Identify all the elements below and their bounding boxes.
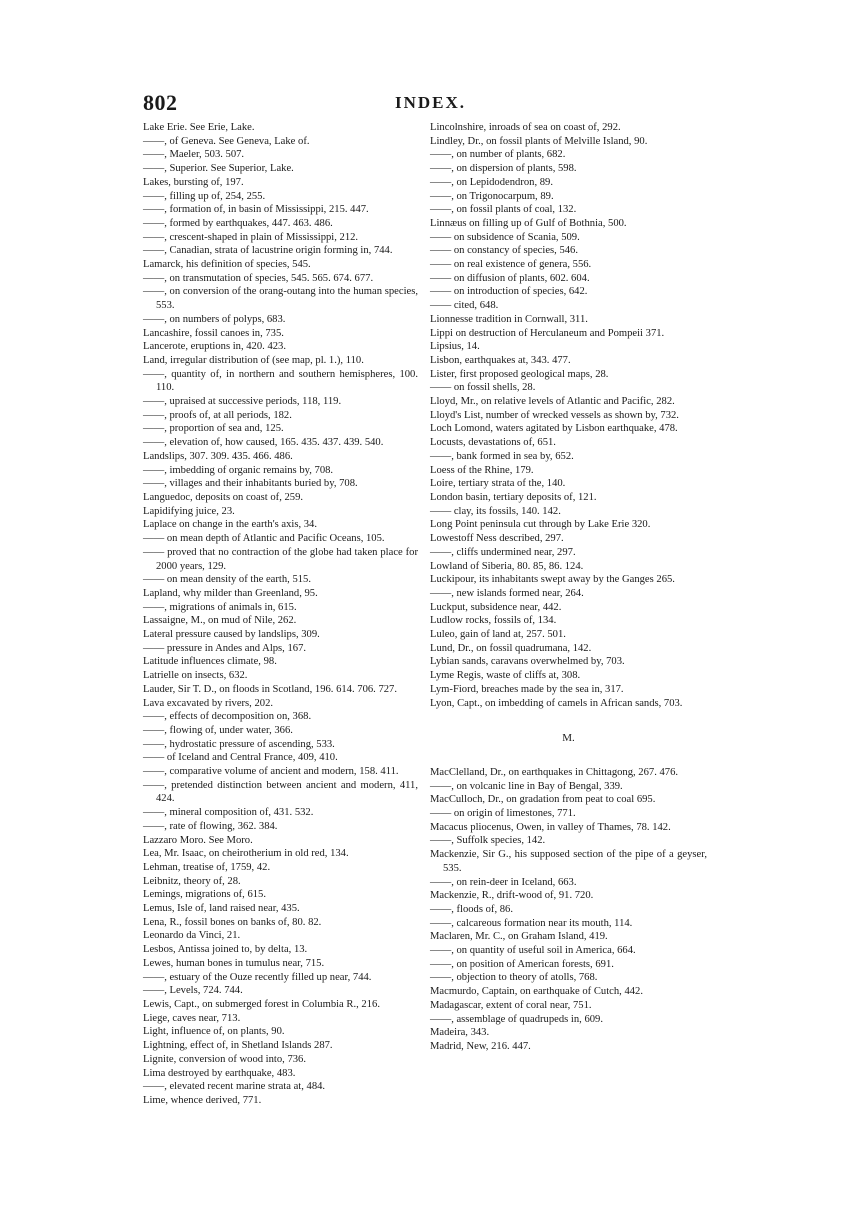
index-entry: Landslips, 307. 309. 435. 466. 486. — [143, 450, 293, 462]
index-entry: Latitude influences climate, 98. — [143, 656, 277, 668]
section-letter-m: M. — [562, 732, 575, 745]
index-entry: ——, on rein-deer in Iceland, 663. — [430, 876, 577, 888]
index-entry: ——, on Lepidodendron, 89. — [430, 176, 553, 188]
index-entry: Lake Erie. See Erie, Lake. — [143, 122, 255, 133]
index-entry: Macmurdo, Captain, on earthquake of Cutch, 442. — [430, 986, 643, 998]
index-entry: Leonardo da Vinci, 21. — [143, 930, 241, 942]
index-entry: Lybian sands, caravans overwhelmed by, 703. — [430, 656, 625, 668]
index-entry: ——, flowing of, under water, 366. — [143, 724, 293, 736]
right-column — [430, 121, 707, 1054]
index-entry: Lancerote, eruptions in, 420. 423. — [143, 341, 286, 353]
index-entry: Loess of the Rhine, 179. — [430, 464, 534, 476]
index-entry: Lincolnshire, inroads of sea on coast of, 292. — [430, 122, 621, 133]
index-entry: Lloyd's List, number of wrecked vessels as shown by, 732. — [430, 409, 679, 421]
index-entry: Loch Lomond, waters agitated by Lisbon earthquake, 478. — [430, 423, 678, 435]
index-entry: —— on constancy of species, 546. — [430, 245, 578, 257]
index-entry: Lesbos, Antissa joined to, by delta, 13. — [143, 944, 308, 956]
index-entry: Languedoc, deposits on coast of, 259. — [143, 491, 304, 503]
index-entry: ——, proportion of sea and, 125. — [143, 423, 284, 435]
index-entry: ——, Canadian, strata of lacustrine origin forming in, 744. — [143, 245, 393, 257]
index-entry: Loire, tertiary strata of the, 140. — [430, 478, 566, 490]
index-entry: ——, rate of flowing, 362. 384. — [143, 820, 278, 832]
index-entry: ——, formation of, in basin of Mississippi, 215. 447. — [143, 204, 369, 216]
index-entry: Lateral pressure caused by landslips, 309. — [143, 629, 320, 641]
index-entry: ——, floods of, 86. — [430, 903, 513, 915]
index-entry: Lipsius, 14. — [430, 341, 480, 353]
index-entry: ——, Maeler, 503. 507. — [143, 149, 245, 161]
index-entry: Luckput, subsidence near, 442. — [430, 601, 562, 613]
index-entry: ——, on position of American forests, 691. — [430, 958, 614, 970]
index-entry: —— on real existence of genera, 556. — [430, 259, 592, 271]
index-entry: Lewis, Capt., on submerged forest in Columbia R., 216. — [143, 999, 380, 1010]
index-entry: ——, elevation of, how caused, 165. 435. 437. 439. 540. — [143, 437, 384, 449]
index-entry: Lewes, human bones in tumulus near, 715. — [143, 957, 325, 969]
index-entry: Laplace on change in the earth's axis, 34. — [143, 519, 317, 531]
index-entry: Madeira, 343. — [430, 1027, 490, 1039]
index-entry: Lisbon, earthquakes at, 343. 477. — [430, 354, 571, 366]
index-entry: ——, imbedding of organic remains by, 708. — [143, 464, 334, 476]
index-entry: Mackenzie, R., drift-wood of, 91. 720. — [430, 890, 594, 902]
index-entry: Lloyd, Mr., on relative levels of Atlantic and Pacific, 282. — [430, 396, 675, 408]
index-entry: Luleo, gain of land at, 257. 501. — [430, 629, 566, 641]
index-entry: Lippi on destruction of Herculaneum and Pompeii 371. — [430, 327, 665, 339]
index-entry: Lindley, Dr., on fossil plants of Melville Island, 90. — [430, 135, 648, 147]
section-m — [430, 766, 707, 1054]
index-entry: ——, new islands formed near, 264. — [430, 587, 584, 599]
index-entry: Lakes, bursting of, 197. — [143, 176, 244, 188]
index-entry: Lowland of Siberia, 80. 85, 86. 124. — [430, 560, 584, 572]
index-entry: London basin, tertiary deposits of, 121. — [430, 491, 597, 503]
index-entry: Lena, R., fossil bones on banks of, 80. 82. — [143, 916, 322, 928]
index-entry: —— cited, 648. — [430, 300, 499, 312]
index-entry: ——, on conversion of the orang-outang into the human species, 553. — [143, 286, 418, 312]
index-entry: Linnæus on filling up of Gulf of Bothnia, 500. — [430, 217, 627, 229]
index-entry: ——, on dispersion of plants, 598. — [430, 163, 577, 175]
index-entry: Lamarck, his definition of species, 545. — [143, 259, 311, 271]
index-entry: ——, mineral composition of, 431. 532. — [143, 807, 314, 819]
index-entry: —— on subsidence of Scania, 509. — [430, 231, 580, 243]
index-entry: Luckipour, its inhabitants swept away by the Ganges 265. — [430, 574, 675, 586]
index-entry: —— on origin of limestones, 771. — [430, 808, 576, 820]
index-entry: Lancashire, fossil canoes in, 735. — [143, 327, 284, 339]
index-entry: Lazzaro Moro. See Moro. — [143, 834, 253, 846]
index-entry: ——, of Geneva. See Geneva, Lake of. — [143, 135, 310, 147]
index-entry: Lyon, Capt., on imbedding of camels in African sands, 703. — [430, 697, 683, 709]
index-entry: Lime, whence derived, 771. — [143, 1094, 262, 1106]
index-entry: ——, calcareous formation near its mouth, 114. — [430, 917, 633, 929]
index-entry: ——, filling up of, 254, 255. — [143, 190, 266, 202]
index-entry: —— on introduction of species, 642. — [430, 286, 588, 298]
index-entry: —— of Iceland and Central France, 409, 410. — [143, 752, 338, 764]
index-entry: —— on diffusion of plants, 602. 604. — [430, 272, 590, 284]
index-entry: ——, Suffolk species, 142. — [430, 835, 546, 847]
page-number: 802 — [143, 90, 178, 115]
index-entry: Lym-Fiord, breaches made by the sea in, 317. — [430, 683, 624, 695]
index-entry: Light, influence of, on plants, 90. — [143, 1026, 285, 1038]
index-entry: Lehman, treatise of, 1759, 42. — [143, 861, 271, 873]
index-entry: ——, estuary of the Ouze recently filled up near, 744. — [143, 971, 372, 983]
index-entry: —— on mean depth of Atlantic and Pacific Oceans, 105. — [143, 533, 385, 545]
index-entry: ——, hydrostatic pressure of ascending, 533. — [143, 738, 335, 750]
index-entry: ——, villages and their inhabitants buried by, 708. — [143, 478, 358, 490]
section-l-continued — [430, 121, 707, 710]
index-entry: MacClelland, Dr., on earthquakes in Chittagong, 267. 476. — [430, 766, 679, 778]
index-entry: Latrielle on insects, 632. — [143, 670, 248, 682]
page-title: INDEX. — [395, 93, 467, 112]
index-entry: ——, elevated recent marine strata at, 484. — [143, 1081, 326, 1093]
index-entry: ——, Superior. See Superior, Lake. — [143, 163, 294, 175]
index-entry: ——, Levels, 724. 744. — [143, 985, 243, 997]
index-entry: Lea, Mr. Isaac, on cheirotherium in old red, 134. — [143, 848, 349, 860]
index-entry: Mackenzie, Sir G., his supposed section of the pipe of a geyser, 535. — [430, 849, 707, 874]
index-entry: Lassaigne, M., on mud of Nile, 262. — [143, 615, 297, 627]
index-entry: ——, on fossil plants of coal, 132. — [430, 204, 577, 216]
index-entry: —— on mean density of the earth, 515. — [143, 574, 311, 586]
index-entry: ——, on numbers of polyps, 683. — [143, 313, 286, 325]
left-column — [143, 121, 418, 1108]
index-entry: ——, assemblage of quadrupeds in, 609. — [430, 1013, 603, 1025]
index-entry: Long Point peninsula cut through by Lake Erie 320. — [430, 519, 651, 531]
index-entry: Lava excavated by rivers, 202. — [143, 697, 274, 709]
index-entry: Lemus, Isle of, land raised near, 435. — [143, 903, 300, 915]
index-entry: —— proved that no contraction of the globe had taken place for 2000 years, 129. — [143, 546, 418, 572]
index-entry: Lima destroyed by earthquake, 483. — [143, 1067, 296, 1079]
index-entry: Locusts, devastations of, 651. — [430, 437, 556, 449]
index-entry: —— pressure in Andes and Alps, 167. — [143, 642, 307, 654]
index-entry: ——, bank formed in sea by, 652. — [430, 450, 574, 462]
index-entry: Lightning, effect of, in Shetland Islands 287. — [143, 1040, 333, 1052]
index-entry: Lyme Regis, waste of cliffs at, 308. — [430, 670, 581, 682]
index-entry: ——, on volcanic line in Bay of Bengal, 339. — [430, 780, 623, 792]
index-entry: Lauder, Sir T. D., on floods in Scotland, 196. 614. 706. 727. — [143, 683, 398, 695]
index-entry: ——, upraised at successive periods, 118, 119. — [143, 396, 342, 408]
index-entry: ——, objection to theory of atolls, 768. — [430, 972, 598, 984]
index-entry: ——, comparative volume of ancient and modern, 158. 411. — [143, 766, 399, 778]
index-entry: ——, proofs of, at all periods, 182. — [143, 409, 292, 421]
index-entry: Lignite, conversion of wood into, 736. — [143, 1053, 307, 1065]
index-entry: Lemings, migrations of, 615. — [143, 889, 266, 901]
index-entry: ——, cliffs undermined near, 297. — [430, 546, 576, 558]
index-entry: Ludlow rocks, fossils of, 134. — [430, 615, 557, 627]
index-entry: Lapidifying juice, 23. — [143, 505, 235, 517]
index-entry: Maclaren, Mr. C., on Graham Island, 419. — [430, 931, 608, 943]
index-entry: ——, formed by earthquakes, 447. 463. 486. — [143, 217, 333, 229]
index-entry: Madrid, New, 216. 447. — [430, 1041, 531, 1052]
index-entry: Lowestoff Ness described, 297. — [430, 533, 564, 545]
index-entry: Liege, caves near, 713. — [143, 1012, 241, 1024]
index-entry: Leibnitz, theory of, 28. — [143, 875, 241, 887]
index-entry: Lister, first proposed geological maps, 28. — [430, 368, 609, 380]
index-entry: Macacus pliocenus, Owen, in valley of Thames, 78. 142. — [430, 821, 671, 833]
index-entry: Lionnesse tradition in Cornwall, 311. — [430, 313, 588, 325]
index-entry: ——, on transmutation of species, 545. 565. 674. 677. — [143, 272, 374, 284]
index-entry: ——, on Trigonocarpum, 89. — [430, 190, 554, 202]
index-entry: Land, irregular distribution of (see map, pl. 1.), 110. — [143, 354, 364, 366]
index-entry: ——, quantity of, in northern and southern hemispheres, 100. 110. — [143, 368, 418, 394]
index-entry: Madagascar, extent of coral near, 751. — [430, 999, 592, 1011]
index-entry: ——, pretended distinction between ancient and modern, 411, 424. — [143, 779, 418, 805]
index-entry: ——, on quantity of useful soil in America, 664. — [430, 945, 636, 957]
index-entry: Lund, Dr., on fossil quadrumana, 142. — [430, 642, 592, 654]
index-entry: ——, effects of decomposition on, 368. — [143, 711, 312, 723]
index-entry: —— on fossil shells, 28. — [430, 382, 536, 394]
index-entry: ——, migrations of animals in, 615. — [143, 601, 297, 613]
index-entry: MacCulloch, Dr., on gradation from peat to coal 695. — [430, 794, 656, 806]
index-entry: —— clay, its fossils, 140. 142. — [430, 505, 561, 517]
index-entry: ——, on number of plants, 682. — [430, 149, 566, 161]
index-entry: Lapland, why milder than Greenland, 95. — [143, 587, 318, 599]
index-entry: ——, crescent-shaped in plain of Mississippi, 212. — [143, 231, 359, 243]
